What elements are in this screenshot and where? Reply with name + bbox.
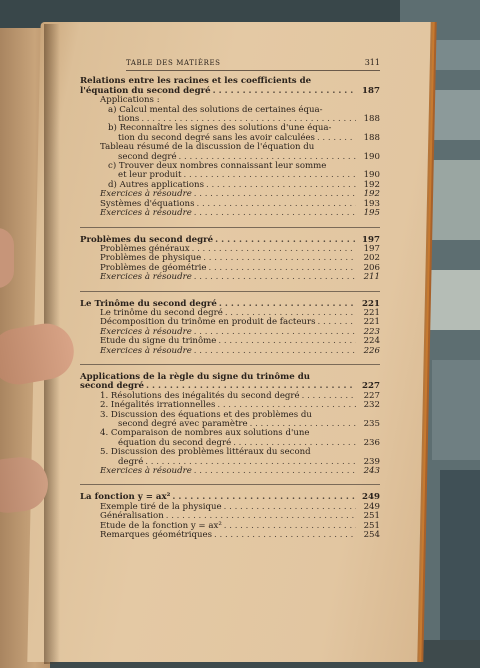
sections <box>46 77 386 540</box>
toc-entry-text: équation du second degré <box>118 437 232 448</box>
toc-entry-text: Exemple tiré de la physique <box>100 501 222 512</box>
section-page-number: 221 <box>362 298 380 309</box>
toc-entry-page-number: 221 <box>363 307 380 318</box>
toc-entry-page-number: 235 <box>363 419 380 429</box>
leader-dots <box>214 531 356 540</box>
toc-entry-text: 5. Discussion des problèmes littéraux du second <box>100 447 311 458</box>
toc-entry-text: d) Autres applications <box>108 179 204 190</box>
toc-entry-text: Généralisation <box>100 511 164 522</box>
toc-section <box>80 236 380 283</box>
toc-entry-text: Remarques géométriques <box>100 530 213 541</box>
toc-entry-text: 2. Inégalités irrationnelles <box>100 400 216 411</box>
toc-entry-text: Applications : <box>100 95 160 106</box>
toc-entry-page-number: 251 <box>363 511 380 522</box>
leader-dots <box>184 171 356 180</box>
toc-entry-page-number: 249 <box>363 501 380 512</box>
table-of-contents <box>46 58 386 540</box>
toc-entry-text: Etude du signe du trinôme <box>100 336 217 347</box>
toc-entry-text: Exercices à résoudre <box>100 326 192 337</box>
toc-entry-page-number: 251 <box>363 520 380 531</box>
toc-entry-page-number: 211 <box>363 272 380 283</box>
section-heading-text: l'équation du second degré <box>80 85 211 96</box>
toc-entry-page-number: 227 <box>363 390 380 401</box>
toc-entry-page-number: 232 <box>363 400 380 411</box>
toc-section <box>80 77 380 218</box>
toc-entry-text: Le trinôme du second degré <box>100 307 223 318</box>
section-heading-text: La fonction y = ax² <box>80 492 171 503</box>
toc-entry-page-number: 197 <box>363 243 380 254</box>
toc-entry-text: Exercices à résoudre <box>100 466 192 477</box>
toc-entry-page-number: 226 <box>363 345 380 356</box>
finger-1 <box>0 228 14 288</box>
toc-entry-page-number: 223 <box>363 326 380 337</box>
toc-entry-text: second degré avec paramètre <box>118 419 248 429</box>
section-heading-text: Applications de la règle du signe du trinôme du <box>80 371 310 382</box>
toc-entry <box>80 347 380 356</box>
toc-entry-text: second degré <box>118 151 177 162</box>
leader-dots <box>215 236 356 245</box>
toc-entry-page-number: 239 <box>363 456 380 467</box>
section-page-number: 197 <box>362 234 380 245</box>
toc-section <box>80 300 380 356</box>
section-page-number: 249 <box>362 492 380 503</box>
leader-dots <box>224 503 356 512</box>
leader-dots <box>317 134 356 143</box>
leader-dots <box>194 190 356 199</box>
leader-dots <box>194 347 356 356</box>
header-title: TABLE DES MATIÈRES <box>126 59 221 67</box>
leader-dots <box>219 300 356 309</box>
toc-entry <box>80 273 380 282</box>
toc-entry <box>80 209 380 218</box>
section-heading-text: Relations entre les racines et les coefficients de <box>80 76 312 87</box>
section-page-number: 187 <box>362 85 380 96</box>
toc-entry-text: tion du second degré sans les avoir calculées <box>118 132 315 143</box>
toc-section <box>80 373 380 476</box>
leader-dots <box>194 273 356 282</box>
toc-entry-page-number: 192 <box>363 189 380 200</box>
toc-entry-page-number: 206 <box>363 262 380 273</box>
toc-entry-text: c) Trouver deux nombres connaissant leur somme <box>108 161 327 172</box>
section-page-number: 227 <box>362 381 380 392</box>
toc-entry <box>80 531 380 540</box>
toc-entry-page-number: 243 <box>363 466 380 477</box>
section-heading-text: second degré <box>80 381 144 392</box>
toc-entry-text: et leur produit <box>118 170 182 181</box>
leader-dots <box>317 318 356 327</box>
toc-entry-page-number: 188 <box>363 114 380 125</box>
section-divider <box>80 291 380 292</box>
toc-entry-text: 4. Comparaison de nombres aux solutions d'une <box>100 428 310 439</box>
toc-entry-page-number: 190 <box>363 170 380 181</box>
toc-entry-text: Problèmes de physique <box>100 253 202 264</box>
toc-entry-page-number: 193 <box>363 198 380 209</box>
toc-entry-page-number: 188 <box>363 132 380 143</box>
leader-dots <box>203 254 356 263</box>
section-divider <box>80 484 380 485</box>
leader-dots <box>213 87 356 96</box>
toc-entry-page-number: 236 <box>363 437 380 448</box>
toc-entry-page-number: 254 <box>363 530 380 541</box>
toc-entry-text: Exercices à résoudre <box>100 345 192 356</box>
leader-dots <box>192 245 356 254</box>
toc-entry-page-number: 190 <box>363 151 380 162</box>
toc-entry-text: 1. Résolutions des inégalités du second degré <box>100 390 300 401</box>
toc-entry-text: Problèmes de géométrie <box>100 262 207 273</box>
toc-entry-text: b) Reconnaître les signes des solutions d'une équa- <box>108 123 332 134</box>
leader-dots <box>194 328 356 337</box>
section-heading-text: Le Trinôme du second degré <box>80 298 217 309</box>
toc-entry-text: degré <box>118 456 144 467</box>
toc-entry-text: Problèmes généraux <box>100 243 190 254</box>
toc-entry-page-number: 221 <box>363 317 380 328</box>
section-divider <box>80 364 380 365</box>
toc-entry-text: Décomposition du trinôme en produit de facteurs <box>100 317 316 328</box>
toc-entry-text: tions <box>118 114 140 125</box>
leader-dots <box>218 337 356 346</box>
toc-entry-text: Exercices à résoudre <box>100 208 192 219</box>
page-number: 311 <box>364 58 380 67</box>
leader-dots <box>194 467 356 476</box>
toc-section <box>80 493 380 540</box>
toc-entry-text: Exercices à résoudre <box>100 189 192 200</box>
section-divider <box>80 227 380 228</box>
leader-dots <box>194 209 356 218</box>
leader-dots <box>206 181 356 190</box>
leader-dots <box>209 264 357 273</box>
leader-dots <box>302 392 356 401</box>
section-heading-text: Problèmes du second degré <box>80 234 214 245</box>
toc-entry <box>80 467 380 476</box>
toc-entry-page-number: 224 <box>363 336 380 347</box>
toc-entry-page-number: 202 <box>363 253 380 264</box>
toc-entry-text: Systèmes d'équations <box>100 198 195 209</box>
toc-entry-text: Exercices à résoudre <box>100 272 192 283</box>
toc-entry-text: 3. Discussion des équations et des problèmes du <box>100 409 312 420</box>
leader-dots <box>224 522 356 531</box>
toc-entry-text: a) Calcul mental des solutions de certaines équa- <box>108 104 323 115</box>
toc-entry-text: Etude de la fonction y = ax² <box>100 520 222 531</box>
toc-entry-page-number: 192 <box>363 179 380 190</box>
toc-entry-text: Tableau résumé de la discussion de l'équation du <box>100 142 315 153</box>
leader-dots <box>197 200 357 209</box>
toc-entry-page-number: 195 <box>363 208 380 219</box>
running-header <box>126 58 380 71</box>
